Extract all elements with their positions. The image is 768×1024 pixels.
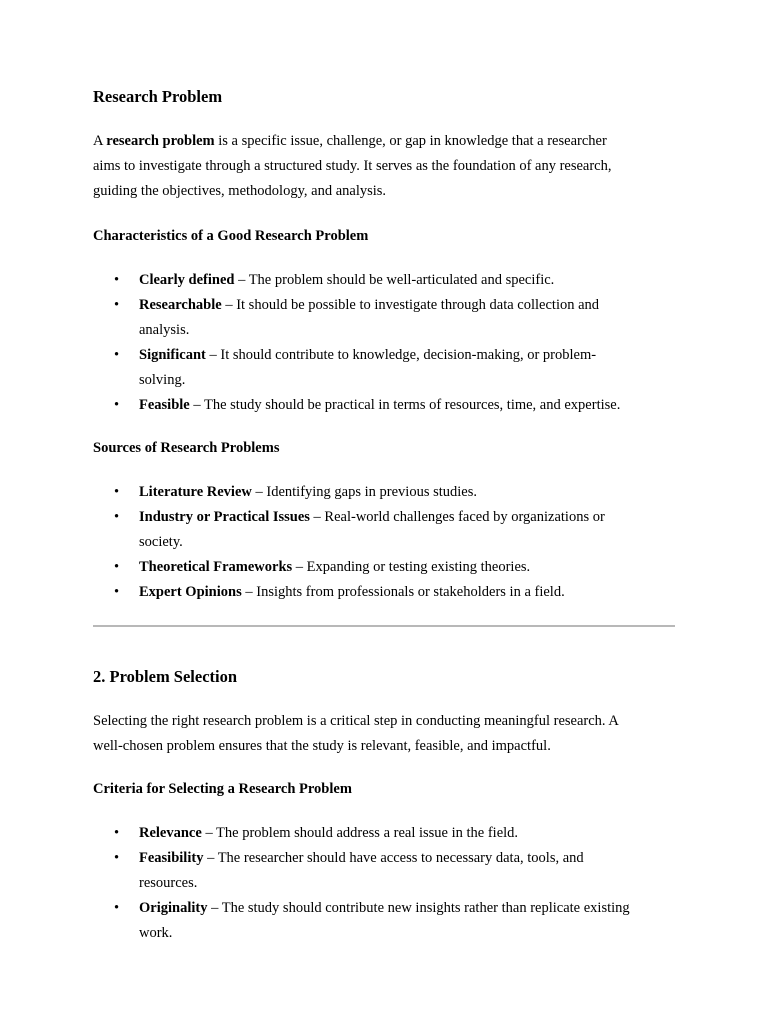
selection-paragraph (93, 709, 675, 759)
list-item (93, 505, 675, 555)
item-desc: – The problem should address a real issue in the field. (201, 825, 519, 841)
item-term: Significant (139, 347, 206, 363)
selection-line2: well-chosen problem ensures that the study is relevant, feasible, and impactful. (93, 738, 551, 754)
sources-list (93, 480, 675, 605)
bullet-icon: • (114, 484, 120, 500)
criteria-heading: Criteria for Selecting a Research Problem (93, 781, 352, 797)
criteria-list (93, 821, 675, 946)
list-item (93, 343, 675, 393)
characteristics-heading: Characteristics of a Good Research Problem (93, 228, 369, 244)
intro-paragraph (93, 129, 675, 204)
item-desc: – Insights from professionals or stakeholders in a field. (241, 584, 565, 600)
characteristics-list (93, 268, 675, 418)
bullet-icon: • (114, 559, 120, 575)
bullet-icon: • (114, 397, 120, 413)
list-item (93, 846, 675, 896)
list-item (93, 268, 675, 293)
item-term: Industry or Practical Issues (139, 509, 310, 525)
bullet-icon: • (114, 509, 120, 525)
list-item (93, 821, 675, 846)
item-term: Feasible (139, 397, 190, 413)
section-divider (93, 625, 675, 627)
item-term: Clearly defined (139, 272, 235, 288)
bullet-icon: • (114, 850, 120, 866)
item-desc: – Real-world challenges faced by organizations or (309, 509, 605, 525)
section-title-research-problem: Research Problem (93, 87, 223, 106)
item-desc: – The study should be practical in terms of resources, time, and expertise. (189, 397, 621, 413)
intro-line2: aims to investigate through a structured study. It serves as the foundation of any research, (93, 158, 612, 174)
selection-line1: Selecting the right research problem is a critical step in conducting meaningful research. A (93, 713, 619, 729)
item-term: Expert Opinions (139, 584, 242, 600)
item-term: Feasibility (139, 850, 204, 866)
item-continuation: solving. (139, 372, 186, 388)
list-item (93, 393, 675, 418)
list-item (93, 555, 675, 580)
item-desc: – The researcher should have access to necessary data, tools, and (203, 850, 584, 866)
intro-line1-rest: is a specific issue, challenge, or gap in knowledge that a researcher (214, 133, 607, 149)
item-desc: – Expanding or testing existing theories. (292, 559, 531, 575)
item-term: Originality (139, 900, 208, 916)
intro-bold-term: research problem (106, 133, 215, 149)
list-item (93, 896, 675, 946)
intro-prefix: A (93, 133, 107, 149)
item-continuation: analysis. (139, 322, 190, 338)
section-title-problem-selection: 2. Problem Selection (93, 667, 238, 686)
intro-line3: guiding the objectives, methodology, and analysis. (93, 183, 387, 199)
item-term: Researchable (139, 297, 222, 313)
item-term: Theoretical Frameworks (139, 559, 293, 575)
item-desc: – It should be possible to investigate through data collection and (221, 297, 600, 313)
bullet-icon: • (114, 272, 120, 288)
item-desc: – It should contribute to knowledge, decision-making, or problem- (205, 347, 597, 363)
bullet-icon: • (114, 900, 120, 916)
item-desc: – The problem should be well-articulated and specific. (234, 272, 555, 288)
bullet-icon: • (114, 825, 120, 841)
item-term: Literature Review (139, 484, 252, 500)
bullet-icon: • (114, 297, 120, 313)
sources-heading: Sources of Research Problems (93, 440, 280, 456)
item-desc: – The study should contribute new insights rather than replicate existing (207, 900, 630, 916)
list-item (93, 480, 675, 505)
bullet-icon: • (114, 347, 120, 363)
bullet-icon: • (114, 584, 120, 600)
item-term: Relevance (139, 825, 202, 841)
list-item (93, 293, 675, 343)
item-desc: – Identifying gaps in previous studies. (251, 484, 478, 500)
item-continuation: work. (139, 925, 173, 941)
list-item (93, 580, 675, 605)
item-continuation: resources. (139, 875, 198, 891)
item-continuation: society. (139, 534, 183, 550)
